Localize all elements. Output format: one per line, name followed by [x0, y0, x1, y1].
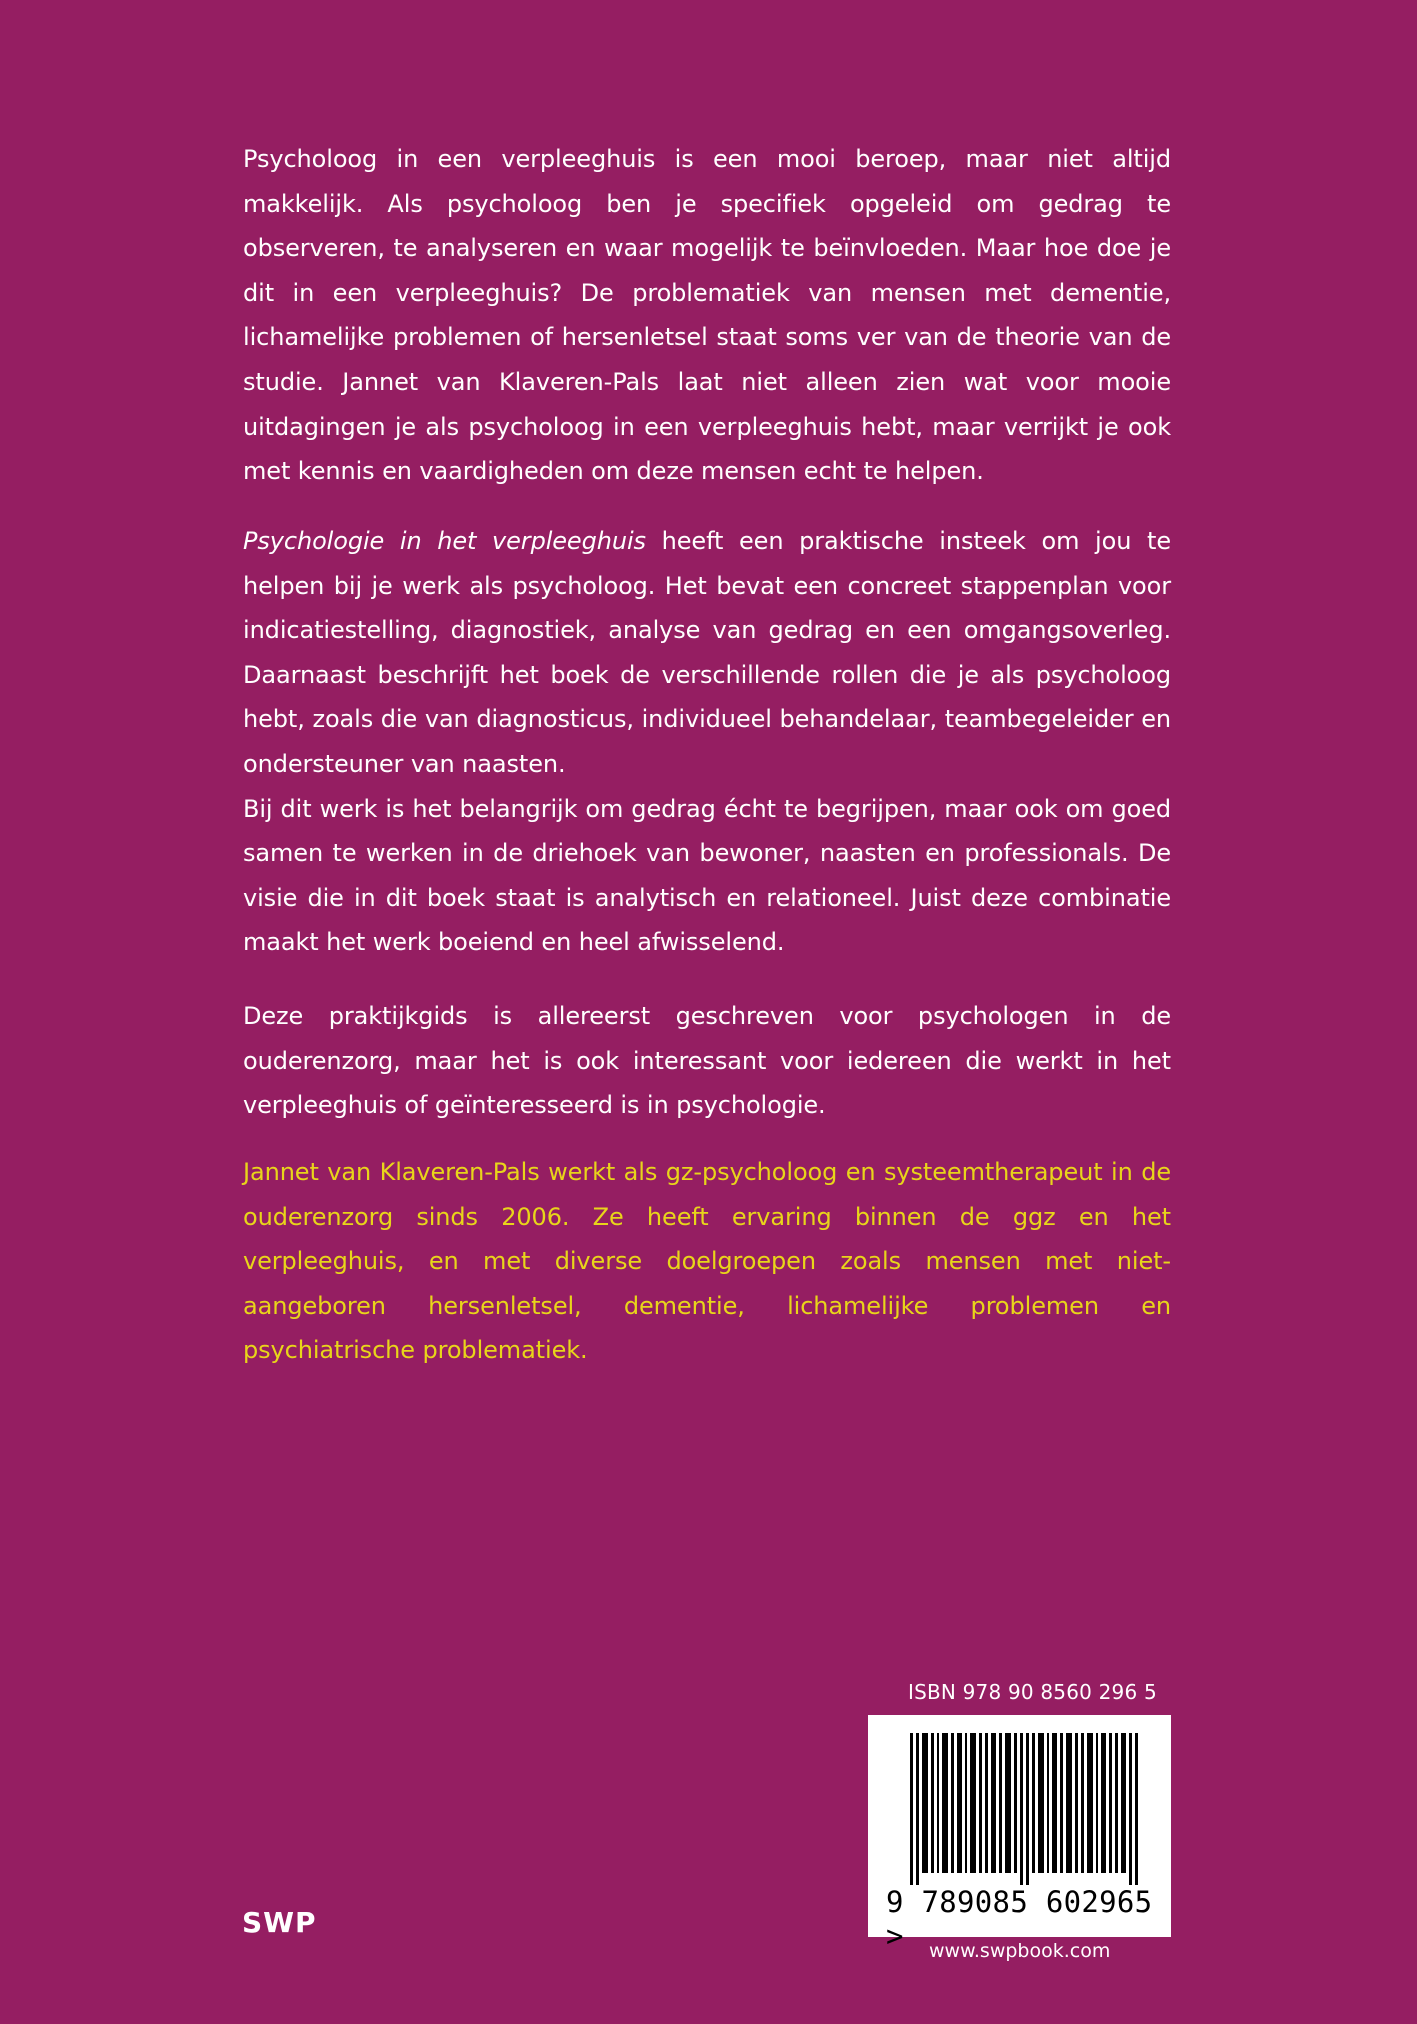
intro-text: Psycholoog in een verpleeghuis is een mooi beroep, maar niet altijd makkelijk. Als psycholoog ben je specifiek opgeleid om gedrag te observeren, te analyseren en waar mogelijk te beïnvloeden. Maar hoe doe je dit in een verpleeghuis? De problematiek van mensen met dementie, lichamelijke problemen of hersenletsel staat soms ver van de theorie van de studie. Jannet van Klaveren-Pals laat niet alleen zien wat voor mooie uitdagingen je als psycholoog in een verpleeghuis hebt, maar verrijkt je ook met kennis en vaardigheden om deze mensen echt te helpen.: [243, 145, 1171, 486]
publisher-website: www.swpbook.com: [929, 1940, 1111, 1962]
author-bio-section: [243, 1150, 1171, 1373]
barcode-bars-icon: [910, 1733, 1140, 1885]
approach-paragraph: [243, 519, 1171, 787]
approach-text: heeft een praktische insteek om jou te helpen bij je werk als psycholoog. Het bevat een concreet stappenplan voor indicatiestelling, diagnostiek, analyse van gedrag en een omgangsoverleg. Daarnaast beschrijft het boek de verschillende rollen die je als psycholoog hebt, zoals die van diagnosticus, individueel behandelaar, teambegeleider en ondersteuner van naasten.: [243, 527, 1171, 778]
intro-paragraph: [243, 137, 1171, 494]
author-bio: Jannet van Klaveren-Pals werkt als gz-psycholoog en systeemtherapeut in de ouderenzorg sinds 2006. Ze heeft ervaring binnen de ggz en het verpleeghuis, en met diverse doelgroepen zoals mensen met niet-aangeboren hersenletsel, dementie, lichamelijke problemen en psychiatrische problematiek.: [243, 1158, 1171, 1365]
book-title-inline: Psychologie in het verpleeghuis: [243, 527, 646, 555]
publisher-logo: SWP: [242, 1906, 317, 1939]
vision-paragraph: Bij dit werk is het belangrijk om gedrag écht te begrijpen, maar ook om goed samen te werken in de driehoek van bewoner, naasten en professionals. De visie die in dit boek staat is analytisch en relationeel. Juist deze combinatie maakt het werk boeiend en heel afwisselend.: [243, 794, 1171, 957]
isbn-label: ISBN 978 90 8560 296 5: [908, 1680, 1157, 1704]
audience-paragraph: Deze praktijkgids is allereerst geschreven voor psychologen in de ouderenzorg, maar het is ook interessant voor iedereen die werkt in het verpleeghuis of geïnteresseerd is in psychologie.: [243, 1002, 1171, 1120]
barcode-digits: 9 789085 602965 >: [886, 1885, 1153, 1953]
audience-section: [243, 994, 1171, 1128]
approach-section: [243, 519, 1171, 965]
